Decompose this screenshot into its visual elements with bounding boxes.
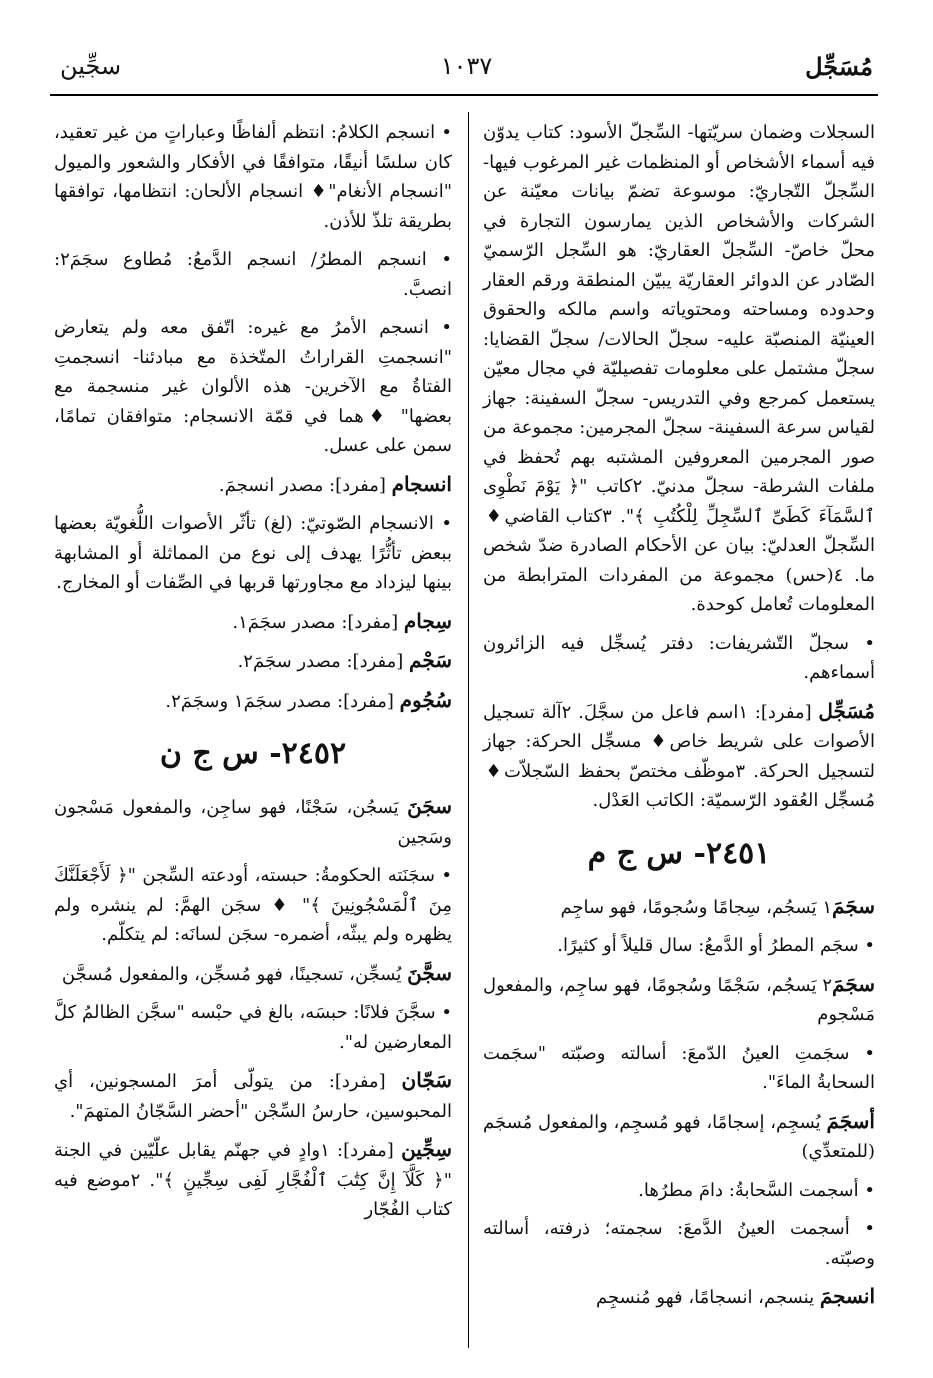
entry-text: السجلات وضمان سريّتها- السِّجلّ الأسود: كتاب يدوّن فيه أسماء الأشخاص أو المنظمات غير المرغوب فيها- السِّجلّ التّجاريّ: موسوعة تضمّ بيانات معيّنة عن الشركات والأشخاص الذين يمارسون التجارة في محلّ خاصّ- السِّجلّ العقاريّ: هو السِّجل الرّسميّ الصّادر عن الدوائر العقاريّة يبيّن المنطقة ورقم العقار وحدوده ومساحته ومحتوياته واسم مالكه والحقوق العينيّة المنصبّة عليه- سجلّ الحالات/ سجلّ القضايا: سجلّ مشتمل على معلومات تفصيليّة في مجال معيّن يستعمل كمرجع وفي التدريس- سجلّ السفينة: جهاز لقياس سرعة السفينة- سجلّ المجرمين: مجموعة من صور المجرمين المعروفين المشتبه بهم تُحفظ في ملفات الشرطة- سجلّ مدنيّ. ٢كاتب "﴿ يَوْمَ نَطْوِى ٱلسَّمَآءَ كَطَىِّ ٱلسِّجِلِّ لِلْكُتُبِ ﴾". ٣كتاب القاضي♦ السِّجلّ العدليّ: بيان عن الأحكام الصادرة ضدّ شخص ما. ٤(حس) مجموعة من المفردات المترابطة من المعلومات تُعامل كوحدة. bbox=[483, 122, 875, 615]
headword: سِجِّين bbox=[401, 1137, 453, 1161]
entry-text: ١ يَسجُم، سِجامًا وسُجومًا، فهو ساجِم bbox=[560, 896, 833, 918]
entry bbox=[483, 1107, 875, 1167]
entry-text: • سجَنَته الحكومةُ: حبسته، أودعته السِّجن "﴿ لَأَجْعَلَنَّكَ مِنَ ٱلْمَسْجُونِينَ ﴾" ♦ سجَن الهمَّ: لم ينشره ولم يظهره ولم يبثّه، أضمره- سجَن لسانَه: لم يتكلّم. bbox=[54, 861, 452, 950]
headword: سجَمَ bbox=[832, 971, 875, 996]
entry-text: • انسجم المطرُ/ انسجم الدَّمعُ: مُطاوع سجَمَ٢: انصبَّ. bbox=[54, 245, 452, 304]
entry bbox=[54, 1066, 452, 1126]
entry-text: • أسجمت السَّحابةُ: دامَ مطرُها. bbox=[483, 1176, 875, 1206]
entry bbox=[54, 607, 452, 638]
entry-text: [مفرد]: ١اسم فاعل من سجَّلَ. ٢آلة تسجيل الأصوات على شريط خاص♦ مسجِّل الحركة: جهاز لتسجيل الحركة. ٣موظّف مختصّ بحفظ السّجلاّت♦ مُسجِّل العُقود الرّسميّة: الكاتب العَدْل. bbox=[483, 701, 875, 811]
entry-text: • سجَمتِ العينُ الدّمعَ: أسالته وصبّته "سجَمت السحابةُ الماءَ". bbox=[483, 1039, 875, 1098]
headword: سَجّان bbox=[401, 1068, 452, 1092]
column-divider bbox=[468, 112, 469, 1348]
entry bbox=[483, 892, 875, 923]
header-first-entry: مُسَجِّل bbox=[805, 52, 873, 81]
entry-text: • الانسجام الصّوتيّ: (لغ) تأثّر الأصوات اللُّغويّة بعضها ببعض تأثُّرًا يهدف إلى نوع من المماثلة أو المشابهة بينها ليزداد مع مجاورتها قربها في الصِّفات أو المخارج. bbox=[54, 509, 452, 598]
entry-text: • أسجمت العينُ الدَّمعَ: سجمته؛ ذرفته، أسالته وصبّته. bbox=[483, 1214, 875, 1273]
left-column bbox=[54, 118, 452, 1234]
headword: أسجَمَ bbox=[826, 1108, 875, 1133]
headword: انسجام bbox=[391, 471, 452, 496]
entry-text: • سجَم المطرُ أو الدَّمعُ: سال قليلاً أو كثيرًا. bbox=[483, 931, 875, 961]
entry bbox=[483, 1282, 875, 1313]
entry-text: • انسجم الكلامُ: انتظم ألفاظًا وعباراتٍ من غير تعقيد، كان سلسًا أنيقًا، متوافقًا في الأفكار والشعور والميول "انسجام الأنغام"♦ انسجام الألحان: انتظامها، توافقها بطريقة تلذّ للأذن. bbox=[54, 118, 452, 236]
headword: سجَنَ bbox=[407, 794, 452, 818]
entry-text: • انسجم الأمرُ مع غيره: اتّفق معه ولم يتعارض "انسجمتِ القراراتُ المتّخذة مع مبادئنا- انسجمتِ الفتاةُ مع الآخرين- هذه الألوان غير منسجمة مع بعضها" ♦هما في قمّة الانسجام: متوافقان تمامًا، سمن على عسل. bbox=[54, 313, 452, 461]
entry-text: يُسجِّن، تسجينًا، فهو مُسجِّن، والمفعول مُسجَّن bbox=[61, 963, 408, 985]
entry-text: [مفرد]: مصدر سجَمَ٢. bbox=[237, 651, 410, 672]
entry-text: [مفرد]: ١وادٍ في جهنّم يقابل علّيّين في الجنة "﴿ كَلَّآ إِنَّ كِتَٰبَ ٱلْفُجَّارِ لَفِى سِجِّينٍ ﴾". ٢موضع فيه كتاب الفُجّار bbox=[54, 1140, 452, 1220]
entry-text: [مفرد]: مصدر سجَمَ١. bbox=[232, 611, 404, 633]
entry bbox=[54, 646, 452, 677]
entry bbox=[54, 686, 452, 717]
entry-text: [مفرد]: مصدر سجَمَ١ وسجَمَ٢. bbox=[165, 690, 400, 712]
entry bbox=[54, 1135, 452, 1225]
entry-text: [مفرد]: مصدر انسجمَ. bbox=[218, 474, 392, 496]
entry-text: ينسجم، انسجامًا، فهو مُنسجِم bbox=[595, 1287, 820, 1308]
root-heading: ٢٤٥٢- س ج ن bbox=[159, 736, 347, 771]
root-heading: ٢٤٥١- س ج م bbox=[587, 835, 771, 871]
entry bbox=[54, 792, 452, 852]
headword: سجَّنَ bbox=[407, 960, 452, 985]
headword: سجَمَ bbox=[832, 893, 875, 918]
page-header bbox=[60, 52, 873, 92]
entry-text: [مفرد]: من يتولّى أمرَ المسجونين، أي المحبوسين، حارسُ السِّجْن "أحضر السَّجّانُ المتهمَ". bbox=[54, 1071, 452, 1122]
header-rule bbox=[50, 94, 878, 96]
entry-text: • سجلّ التّشريفات: دفتر يُسجِّل فيه الزائرون أسماءهم. bbox=[483, 629, 875, 688]
entry-text: يَسجُن، سَجْنًا، فهو ساجِن، والمفعول مَسْجون وسَجين bbox=[54, 797, 452, 848]
page-number: ١٠٣٧ bbox=[440, 52, 493, 80]
headword: سِجام bbox=[403, 608, 452, 633]
entry-text: • سجَّنَ فلانًا: حبسَه، بالغ في حبْسه "سجَّن الظالمُ كلَّ المعارضين له". bbox=[54, 998, 452, 1057]
entry bbox=[54, 470, 452, 501]
entry bbox=[483, 970, 875, 1030]
entry bbox=[54, 959, 452, 990]
entry bbox=[483, 697, 875, 816]
headword: انسجمَ bbox=[819, 1284, 875, 1308]
headword: سَجْم bbox=[409, 648, 452, 672]
header-last-entry: سجِّين bbox=[60, 52, 122, 80]
entry-text: ٢ يَسجُم، سَجْمًا وسُجومًا، فهو ساجِم، والمفعول مَسْجوم bbox=[483, 974, 875, 1025]
headword: سُجُوم bbox=[399, 687, 452, 712]
right-column bbox=[483, 118, 875, 1322]
entry-text: يُسجِم، إسجامًا، فهو مُسجِم، والمفعول مُسجَم (للمتعدِّي) bbox=[483, 1111, 875, 1162]
headword: مُسَجِّل bbox=[818, 698, 876, 723]
